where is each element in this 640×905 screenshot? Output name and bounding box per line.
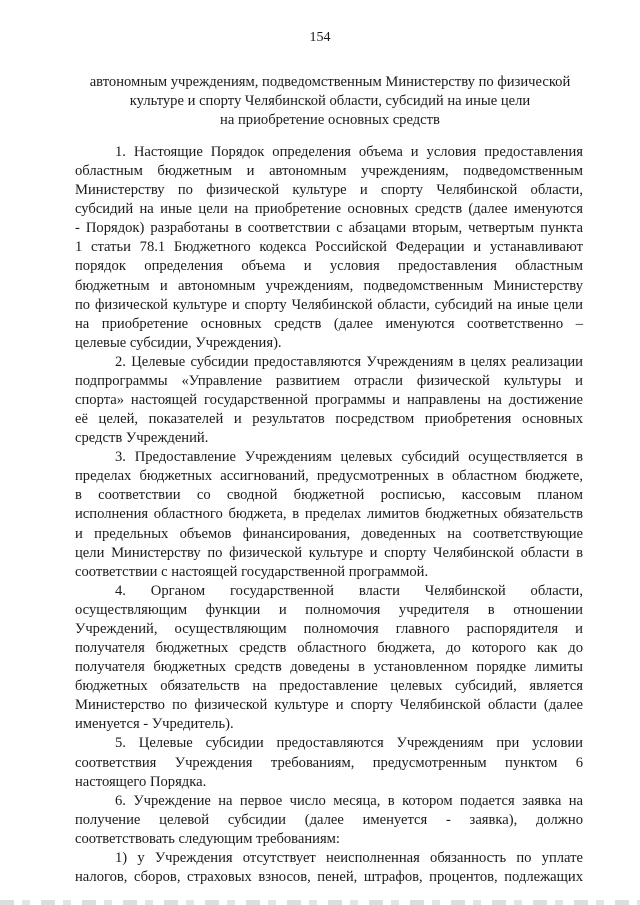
paragraph-4-line: 4. Органом государственной власти Челябинской области, bbox=[115, 582, 583, 599]
paragraph-3-line: и предельных объемов финансирования, доведенных на соответствующие bbox=[75, 525, 583, 542]
paragraph-5-line: соответствия Учреждения требованиям, предусмотренным пунктом 6 bbox=[75, 754, 583, 771]
title-line: культуре и спорту Челябинской области, субсидий на иные цели bbox=[129, 93, 531, 109]
subparagraph-1-line: налогов, сборов, страховых взносов, пеней, штрафов, процентов, подлежащих bbox=[75, 868, 583, 885]
paragraph-4-line: Министерство по физической культуре и спорту Челябинской области (далее bbox=[75, 697, 583, 714]
paragraph-2-line: средств Учреждений. bbox=[75, 430, 209, 447]
paragraph-1-line: 1 статьи 78.1 Бюджетного кодекса Российской Федерации и устанавливают bbox=[75, 239, 583, 256]
paragraph-2-line: её целей, показателей и результатов посредством приобретения основных bbox=[75, 411, 583, 428]
paragraph-5-line: 5. Целевые субсидии предоставляются Учреждениям при условии bbox=[115, 735, 583, 752]
scan-artifact-strip bbox=[0, 900, 640, 905]
document-body bbox=[75, 143, 583, 887]
paragraph-3-line: цели Министерству по физической культуре и спорту Челябинской области в bbox=[75, 544, 583, 561]
document-title bbox=[70, 73, 590, 130]
paragraph-1-line: по физической культуре и спорту Челябинской области, субсидий на иные цели bbox=[75, 296, 583, 313]
paragraph-4-line: получателя бюджетных средств доведены в установленном порядке лимиты bbox=[75, 659, 583, 676]
paragraph-4-line: Учреждений, осуществляющим полномочия главного распорядителя и bbox=[75, 620, 583, 637]
paragraph-1-line: целевые субсидии, Учреждения). bbox=[75, 334, 282, 351]
paragraph-1-line: - Порядок) разработаны в соответствии с абзацами вторым, четвертым пункта bbox=[75, 220, 583, 237]
paragraph-6-line: получение целевой субсидии (далее именуется - заявка), должно bbox=[75, 811, 583, 828]
paragraph-2-line: спорта» настоящей государственной программы и направлены на достижение bbox=[75, 392, 583, 409]
paragraph-3-line: исполнения областного бюджета, в пределах лимитов бюджетных обязательств bbox=[75, 506, 583, 523]
paragraph-1-line: на приобретение основных средств (далее именуются соответственно – bbox=[75, 315, 583, 332]
paragraph-4-line: получателя бюджетных средств областного бюджета, до которого как до bbox=[75, 640, 583, 657]
paragraph-6-line: соответствовать следующим требованиям: bbox=[75, 830, 340, 847]
page-number: 154 bbox=[309, 30, 331, 45]
paragraph-5-line: настоящего Порядка. bbox=[75, 773, 207, 790]
title-line: на приобретение основных средств bbox=[220, 112, 440, 128]
paragraph-2-line: 2. Целевые субсидии предоставляются Учреждениям в целях реализации bbox=[115, 353, 583, 370]
paragraph-1-line: областным бюджетным и автономным учреждениям, подведомственным bbox=[75, 163, 583, 180]
paragraph-4-line: бюджетных обязательств на предоставление целевых субсидий, является bbox=[75, 678, 583, 695]
paragraph-3-line: соответствии с настоящей государственной программой. bbox=[75, 563, 429, 580]
paragraph-1-line: Министерству по физической культуре и спорту Челябинской области, bbox=[75, 182, 583, 199]
paragraph-6-line: 6. Учреждение на первое число месяца, в котором подается заявка на bbox=[115, 792, 583, 809]
paragraph-1-line: порядок определения объема и условия предоставления областным bbox=[75, 258, 583, 275]
paragraph-4-line: осуществляющим функции и полномочия учредителя в отношении bbox=[75, 601, 583, 618]
title-line: автономным учреждениям, подведомственным Министерству по физической bbox=[89, 74, 571, 90]
paragraph-3-line: в соответствии со сводной бюджетной росписью, кассовым планом bbox=[75, 487, 583, 504]
paragraph-3-line: пределах бюджетных ассигнований, предусмотренных в областном бюджете, bbox=[75, 468, 583, 485]
paragraph-2-line: подпрограммы «Управление развитием отрасли физической культуры и bbox=[75, 372, 583, 389]
paragraph-3-line: 3. Предоставление Учреждениям целевых субсидий осуществляется в bbox=[115, 449, 583, 466]
subparagraph-1-line: 1) у Учреждения отсутствует неисполненная обязанность по уплате bbox=[115, 849, 583, 866]
paragraph-1-line: субсидий на иные цели на приобретение основных средств (далее именуются bbox=[75, 201, 583, 218]
paragraph-1-line: бюджетным и автономным учреждениям, подведомственным Министерству bbox=[75, 277, 583, 294]
paragraph-4-line: именуется - Учредитель). bbox=[75, 716, 234, 733]
paragraph-1-line: 1. Настоящие Порядок определения объема и условия предоставления bbox=[115, 144, 583, 160]
